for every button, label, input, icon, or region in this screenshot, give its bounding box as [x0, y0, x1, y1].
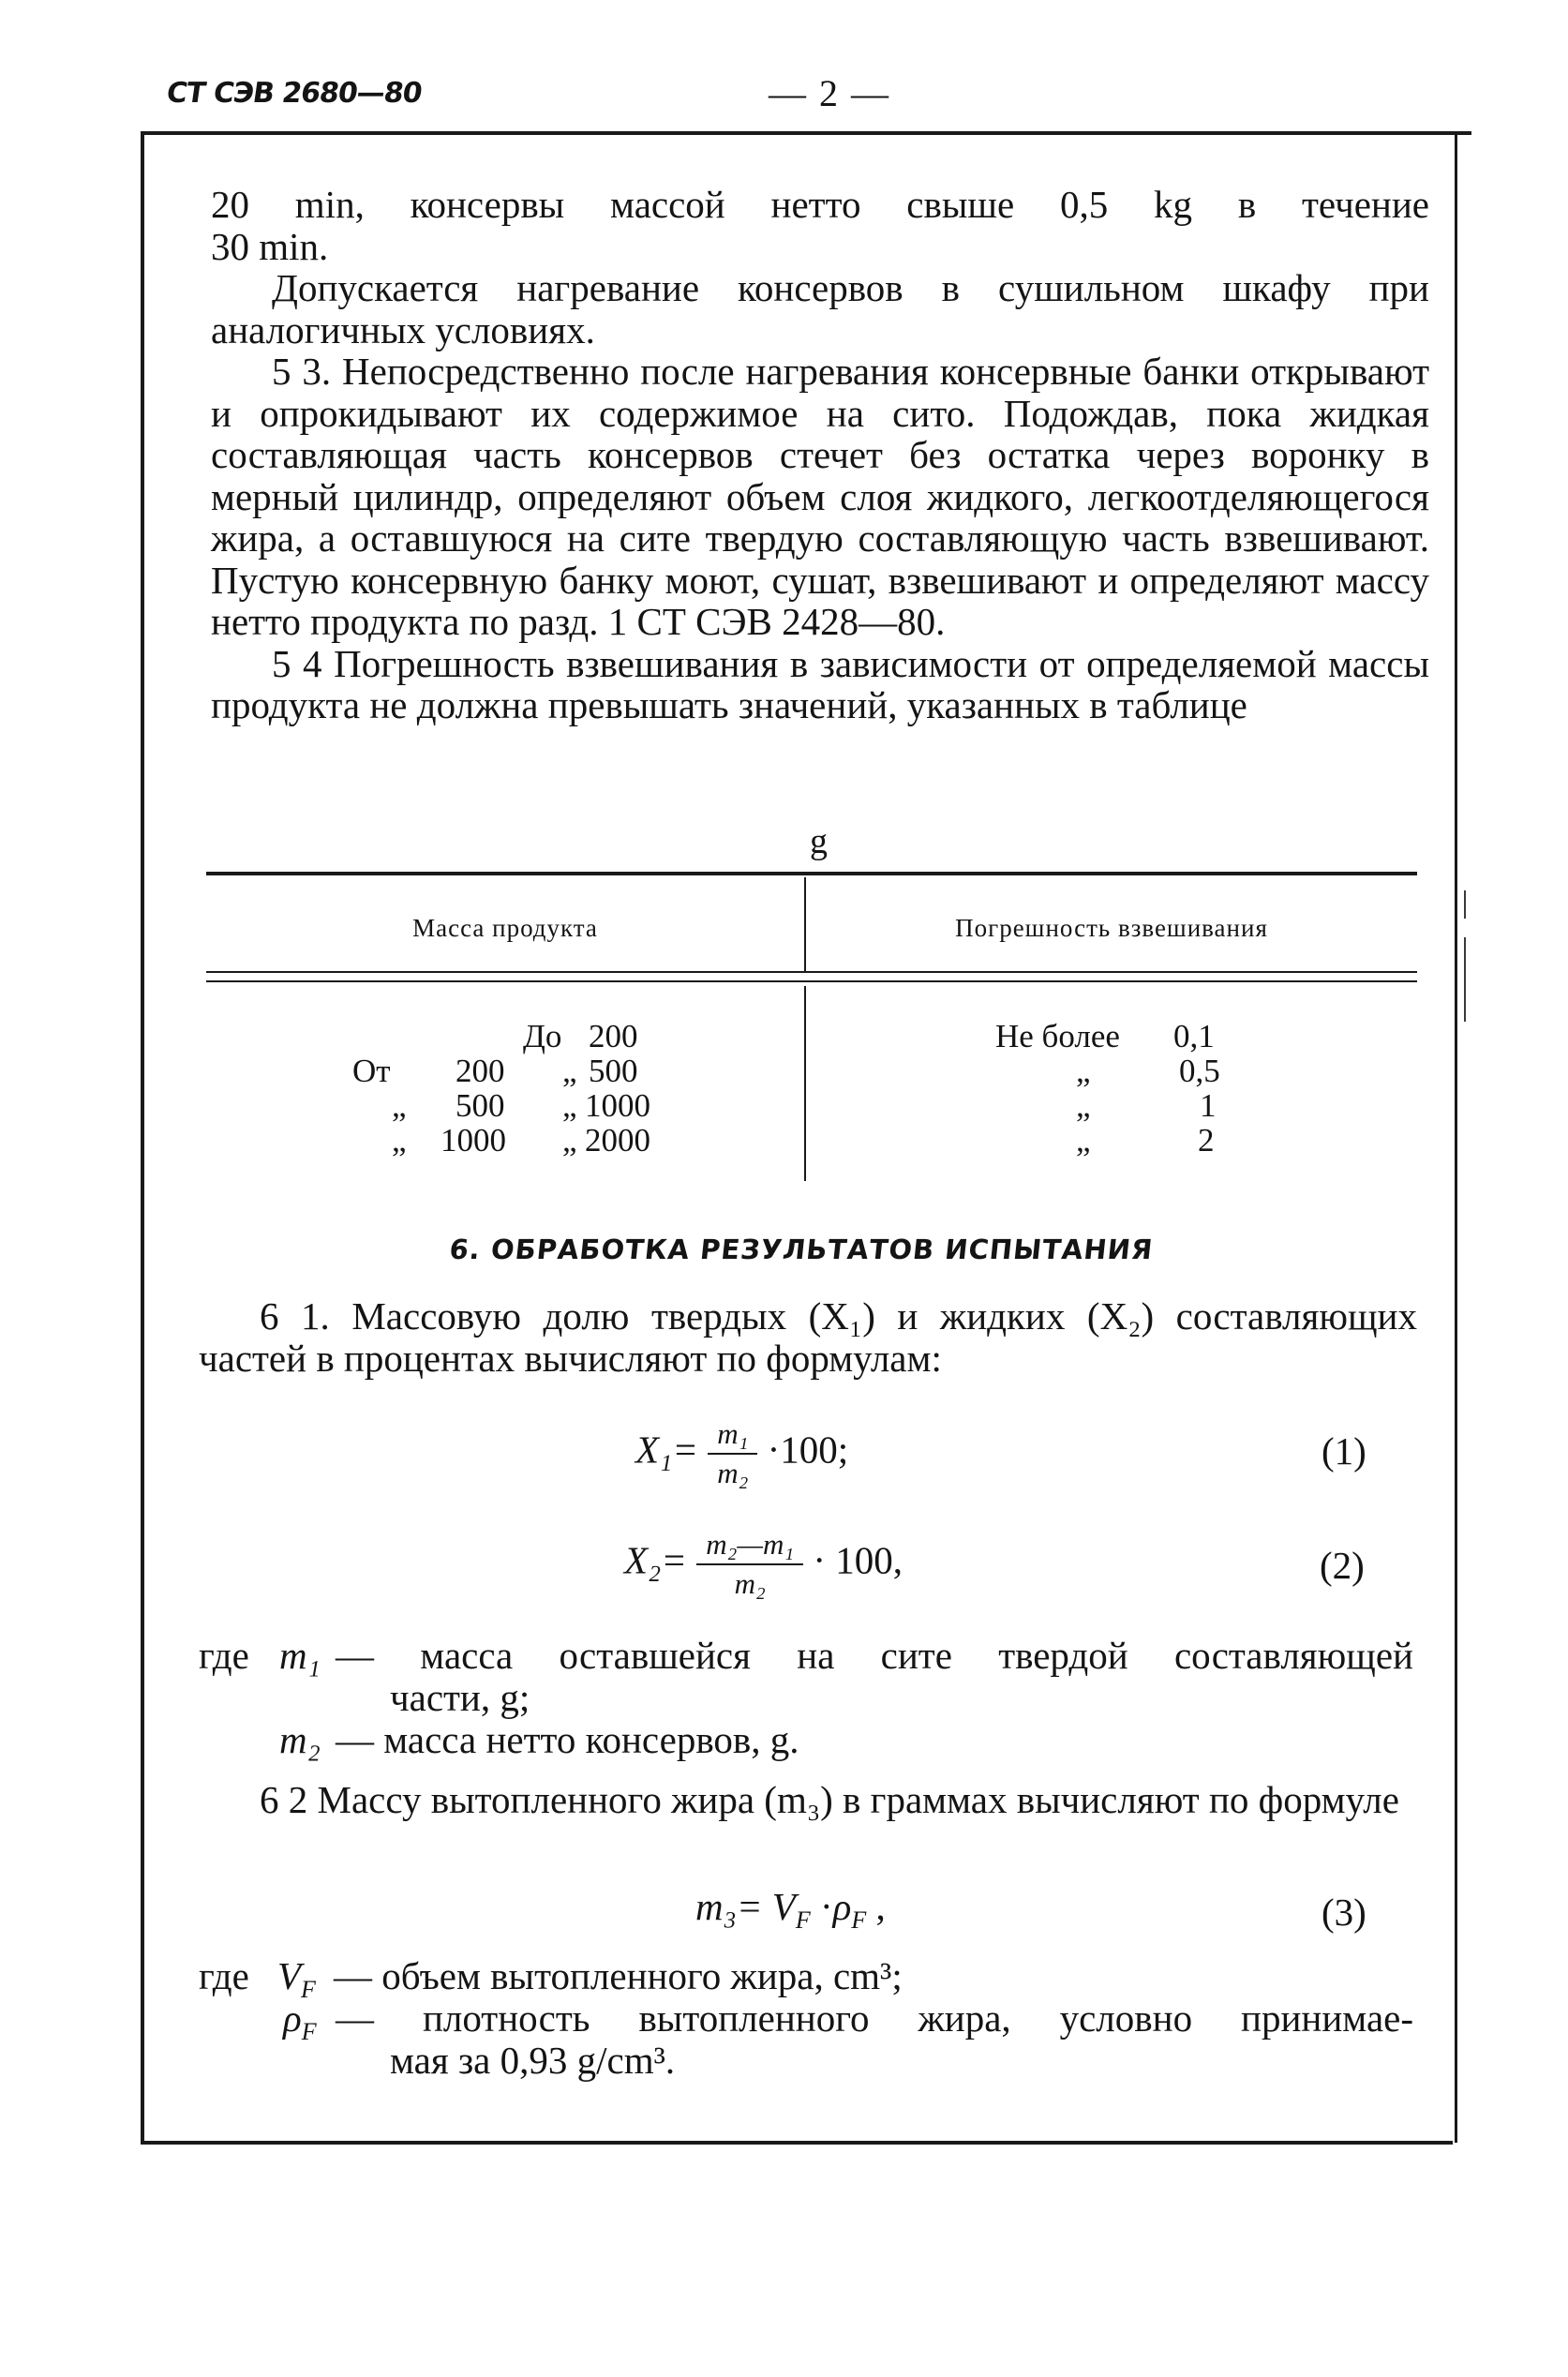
where-label: где: [199, 1634, 249, 1677]
body-text: [211, 184, 1429, 726]
formula-volume: V: [771, 1885, 796, 1928]
table-cell: 0,5: [1179, 1053, 1220, 1089]
table-cell: До: [523, 1018, 562, 1054]
table-header-rule: [206, 980, 1417, 982]
formula-fraction: [708, 1417, 757, 1490]
formula-density-subscript: F: [851, 1906, 867, 1935]
paragraph: Допускается нагревание консервов в сушильном шкафу при аналогичных условиях.: [211, 266, 1429, 351]
symbol-m2: m₂: [279, 1718, 321, 1761]
table-cell: 2000: [585, 1122, 650, 1159]
table-unit: g: [810, 822, 828, 861]
formula-comma: ,: [866, 1885, 886, 1928]
equation-number: (2): [1320, 1544, 1365, 1587]
symbol-m1: m₁: [279, 1634, 321, 1677]
table-header-mass: Масса продукта: [412, 914, 598, 942]
formula-fraction: [696, 1528, 803, 1601]
definition-m2: — масса нетто консервов, g.: [336, 1718, 799, 1761]
table-cell: 1000: [441, 1122, 506, 1159]
table-cell: „: [392, 1087, 407, 1124]
table-top-rule: [206, 872, 1417, 875]
paragraph: 6 1. Массовую долю твердых (X₁) и жидких (X₂) составляющих частей в процентах вычисляют по формулам:: [199, 1294, 1417, 1380]
paragraph-line: 30 min.: [211, 224, 329, 268]
table-header-rule: [206, 971, 1417, 973]
table-cell: „: [562, 1087, 577, 1124]
paragraph: 6 2 Массу вытопленного жира (m₃) в граммах вычисляют по формуле: [260, 1778, 1399, 1821]
margin-mark: [1464, 937, 1466, 1022]
formula-rhs: · 100,: [813, 1538, 903, 1582]
table-cell: „: [562, 1122, 577, 1159]
equation-number: (3): [1322, 1891, 1366, 1934]
fraction-denominator: m₂: [717, 1457, 749, 1489]
table-cell: Не более: [995, 1018, 1120, 1054]
definition-rho: — плотность вытопленного жира, условно принимае-: [336, 1996, 1413, 2040]
formula-lhs: m₃=: [695, 1885, 763, 1928]
page-number: — 2 —: [769, 72, 890, 114]
table-header-error: Погрешность взвешивания: [955, 914, 1268, 942]
fraction-numerator: m₂—m₁: [696, 1528, 803, 1565]
section-title: 6. ОБРАБОТКА РЕЗУЛЬТАТОВ ИСПЫТАНИЯ: [447, 1233, 1156, 1265]
paragraph: 5 3. Непосредственно после нагревания консервные банки открывают и опрокидывают их содержимое на сито. Подождав, пока жидкая составляющая часть консервов стечет без остатка через воронку в мерный цилиндр, определяют объем слоя жидкого, легкоотделяющегося жира, а оставшуюся на сите твердую составляющую часть взвешивают. Пустую консервную банку моют, сушат, взвешивают и определяют массу нетто продукта по разд. 1 СТ СЭВ 2428—80.: [211, 350, 1429, 643]
formula-3: [695, 1884, 886, 1935]
table-cell: 200: [455, 1053, 505, 1089]
fraction-numerator: m₁: [708, 1417, 757, 1455]
table-cell: 1: [1200, 1087, 1217, 1124]
table-cell: 500: [589, 1053, 638, 1089]
formula-density: ρ: [832, 1885, 852, 1928]
paragraph-6-1: [199, 1295, 1417, 1379]
where-label: где: [199, 1954, 249, 1997]
symbol-vf: $V_F$: [277, 1954, 316, 2004]
margin-mark: [1464, 890, 1466, 919]
definition-m1: — масса оставшейся на сите твердой составляющей: [336, 1634, 1413, 1677]
definition-vf: — объем вытопленного жира, cm³;: [334, 1954, 903, 1997]
table-cell: „: [392, 1122, 407, 1159]
table-cell: 2: [1198, 1122, 1215, 1159]
formula-rhs: ·100;: [767, 1428, 849, 1472]
table-cell: От: [352, 1053, 391, 1089]
definition-m1-cont: части, g;: [390, 1676, 530, 1719]
bottom-rule: [141, 2141, 1453, 2145]
formula-lhs: X₂=: [624, 1538, 687, 1582]
paragraph-line: 20 min, консервы массой нетто свыше 0,5 kg в течение: [211, 183, 1429, 226]
table-column-divider: [804, 986, 806, 1181]
formula-lhs: X₁=: [635, 1428, 698, 1472]
formula-dot: ·: [819, 1885, 833, 1928]
table-cell: 0,1: [1173, 1018, 1215, 1054]
table-cell: „: [1076, 1087, 1091, 1124]
table-cell: 500: [455, 1087, 505, 1124]
paragraph-6-2: [199, 1779, 1417, 1821]
paragraph: 5 4 Погрешность взвешивания в зависимости от определяемой массы продукта не должна превышать значений, указанных в таблице: [211, 641, 1429, 726]
formula-2: [624, 1528, 903, 1601]
definition-rho-cont: мая за 0,93 g/cm³.: [390, 2039, 676, 2082]
document-code: СТ СЭВ 2680—80: [164, 77, 424, 110]
table-cell: „: [1076, 1122, 1091, 1159]
fraction-denominator: m₂: [734, 1567, 766, 1600]
table-cell: „: [562, 1053, 577, 1089]
equation-number: (1): [1322, 1429, 1366, 1473]
table-cell: 200: [589, 1018, 638, 1054]
formula-1: [635, 1417, 848, 1490]
formula-volume-subscript: F: [795, 1906, 811, 1935]
symbol-rho: $\rho_F$: [283, 1996, 317, 2046]
table-cell: „: [1076, 1053, 1091, 1089]
table-cell: 1000: [585, 1087, 650, 1124]
